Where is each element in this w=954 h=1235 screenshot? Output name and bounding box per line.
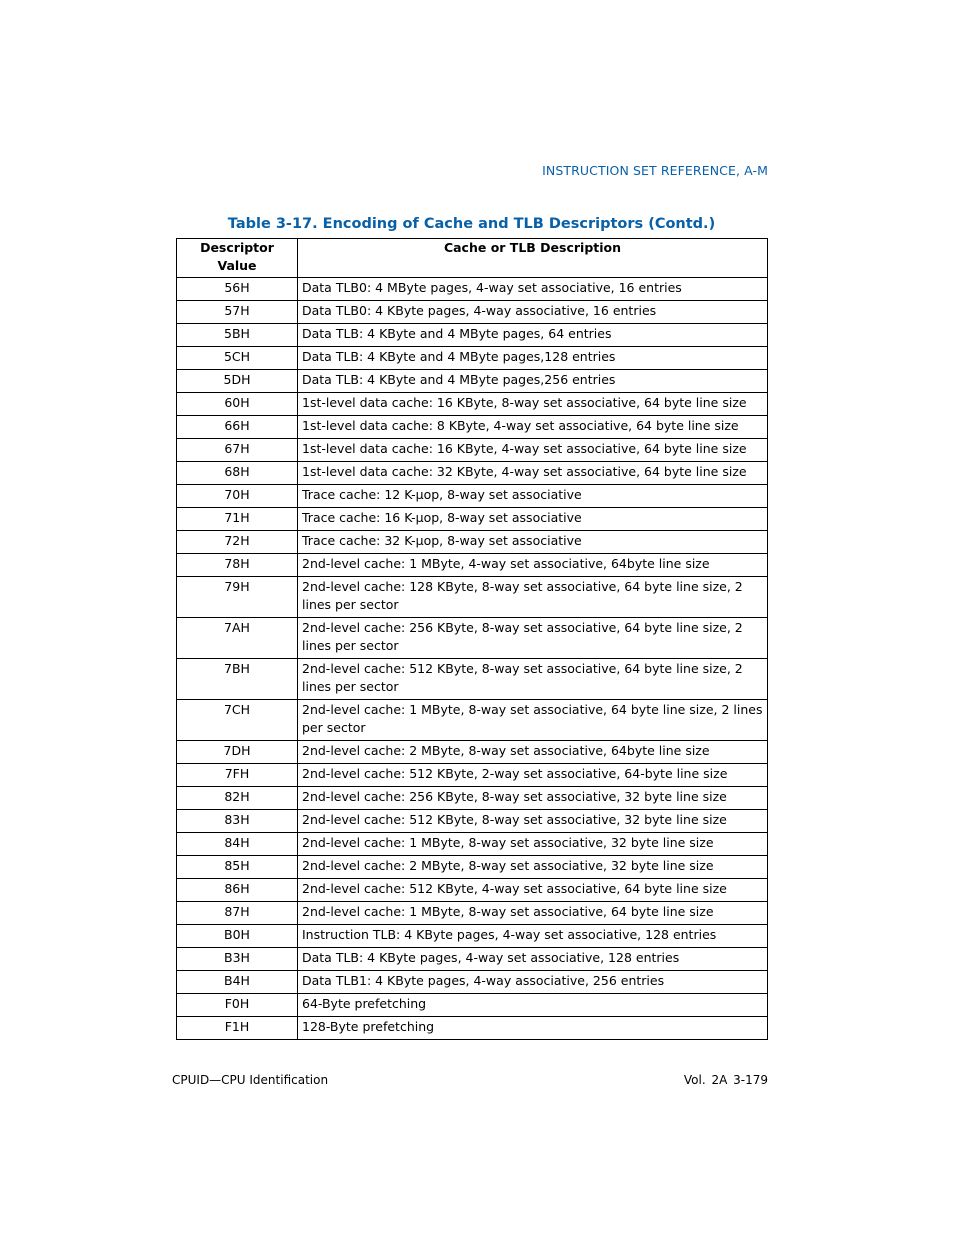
description-cell: Data TLB: 4 KByte and 4 MByte pages, 64 entries [298, 324, 768, 347]
descriptor-value-cell: 5BH [177, 324, 298, 347]
table-row [177, 439, 768, 462]
description-cell: 2nd-level cache: 512 KByte, 4-way set associative, 64 byte line size [298, 879, 768, 902]
descriptor-value-cell: F0H [177, 994, 298, 1017]
description-cell: Trace cache: 16 K-μop, 8-way set associative [298, 508, 768, 531]
column-header-descriptor-value: Descriptor Value [177, 239, 298, 278]
descriptor-value-cell: 5DH [177, 370, 298, 393]
table-row [177, 554, 768, 577]
table-row [177, 764, 768, 787]
descriptor-value-cell: B3H [177, 948, 298, 971]
descriptor-value-cell: 7FH [177, 764, 298, 787]
descriptor-value-cell: 68H [177, 462, 298, 485]
description-cell: 1st-level data cache: 16 KByte, 8-way set associative, 64 byte line size [298, 393, 768, 416]
descriptor-value-cell: 67H [177, 439, 298, 462]
descriptor-value-cell: 5CH [177, 347, 298, 370]
description-cell: Data TLB1: 4 KByte pages, 4-way associative, 256 entries [298, 971, 768, 994]
table-row [177, 347, 768, 370]
table-row [177, 462, 768, 485]
description-cell: 2nd-level cache: 512 KByte, 8-way set associative, 32 byte line size [298, 810, 768, 833]
description-cell: 128-Byte prefetching [298, 1017, 768, 1040]
table-row [177, 659, 768, 700]
footer-section-title: CPUID—CPU Identification [172, 1073, 329, 1087]
description-cell: Data TLB: 4 KByte and 4 MByte pages,128 entries [298, 347, 768, 370]
descriptor-value-cell: 85H [177, 856, 298, 879]
table-row [177, 879, 768, 902]
table-row [177, 948, 768, 971]
descriptor-value-cell: 57H [177, 301, 298, 324]
description-cell: Instruction TLB: 4 KByte pages, 4-way set associative, 128 entries [298, 925, 768, 948]
descriptor-table [176, 238, 768, 1040]
descriptor-value-cell: 72H [177, 531, 298, 554]
descriptor-value-cell: 7AH [177, 618, 298, 659]
description-cell: 2nd-level cache: 1 MByte, 8-way set associative, 64 byte line size, 2 lines per sector [298, 700, 768, 741]
table-row [177, 324, 768, 347]
description-cell: 2nd-level cache: 1 MByte, 8-way set associative, 32 byte line size [298, 833, 768, 856]
descriptor-value-cell: 84H [177, 833, 298, 856]
description-cell: 2nd-level cache: 512 KByte, 8-way set associative, 64 byte line size, 2 lines per sector [298, 659, 768, 700]
table-row [177, 531, 768, 554]
descriptor-value-cell: 70H [177, 485, 298, 508]
table-row [177, 278, 768, 301]
table-row [177, 1017, 768, 1040]
description-cell: 2nd-level cache: 256 KByte, 8-way set associative, 32 byte line size [298, 787, 768, 810]
descriptor-value-cell: B0H [177, 925, 298, 948]
descriptor-value-cell: 78H [177, 554, 298, 577]
descriptor-value-cell: 66H [177, 416, 298, 439]
column-header-description: Cache or TLB Description [298, 239, 768, 278]
table-row [177, 994, 768, 1017]
table-row [177, 700, 768, 741]
description-cell: 2nd-level cache: 1 MByte, 8-way set associative, 64 byte line size [298, 902, 768, 925]
description-cell: Trace cache: 12 K-μop, 8-way set associative [298, 485, 768, 508]
descriptor-value-cell: 56H [177, 278, 298, 301]
descriptor-value-cell: 7BH [177, 659, 298, 700]
description-cell: 64-Byte prefetching [298, 994, 768, 1017]
descriptor-value-cell: B4H [177, 971, 298, 994]
description-cell: 2nd-level cache: 512 KByte, 2-way set associative, 64-byte line size [298, 764, 768, 787]
descriptor-value-cell: 87H [177, 902, 298, 925]
table-row [177, 902, 768, 925]
table-row [177, 508, 768, 531]
descriptor-value-cell: 83H [177, 810, 298, 833]
description-cell: Data TLB0: 4 MByte pages, 4-way set associative, 16 entries [298, 278, 768, 301]
description-cell: 2nd-level cache: 256 KByte, 8-way set associative, 64 byte line size, 2 lines per sector [298, 618, 768, 659]
table-row [177, 577, 768, 618]
table-row [177, 485, 768, 508]
table-row [177, 833, 768, 856]
description-cell: Trace cache: 32 K-μop, 8-way set associative [298, 531, 768, 554]
table-row [177, 925, 768, 948]
descriptor-value-cell: 7CH [177, 700, 298, 741]
table-row [177, 971, 768, 994]
description-cell: 1st-level data cache: 8 KByte, 4-way set associative, 64 byte line size [298, 416, 768, 439]
running-header: INSTRUCTION SET REFERENCE, A-M [542, 163, 768, 178]
description-cell: 1st-level data cache: 32 KByte, 4-way set associative, 64 byte line size [298, 462, 768, 485]
table-row [177, 787, 768, 810]
table-row [177, 810, 768, 833]
description-cell: Data TLB: 4 KByte pages, 4-way set associative, 128 entries [298, 948, 768, 971]
table-header-row [177, 239, 768, 278]
footer-page-number: Vol. 2A 3-179 [683, 1073, 768, 1087]
description-cell: 1st-level data cache: 16 KByte, 4-way set associative, 64 byte line size [298, 439, 768, 462]
description-cell: 2nd-level cache: 1 MByte, 4-way set associative, 64byte line size [298, 554, 768, 577]
table-row [177, 301, 768, 324]
descriptor-value-cell: 7DH [177, 741, 298, 764]
descriptor-value-cell: 71H [177, 508, 298, 531]
table-row [177, 618, 768, 659]
description-cell: Data TLB0: 4 KByte pages, 4-way associative, 16 entries [298, 301, 768, 324]
description-cell: Data TLB: 4 KByte and 4 MByte pages,256 entries [298, 370, 768, 393]
description-cell: 2nd-level cache: 128 KByte, 8-way set associative, 64 byte line size, 2 lines per sector [298, 577, 768, 618]
table-row [177, 856, 768, 879]
table-row [177, 370, 768, 393]
table-title: Table 3-17. Encoding of Cache and TLB Descriptors (Contd.) [227, 216, 716, 232]
table-row [177, 741, 768, 764]
table-body [177, 278, 768, 1040]
descriptor-value-cell: 79H [177, 577, 298, 618]
descriptor-value-cell: 82H [177, 787, 298, 810]
table-row [177, 393, 768, 416]
descriptor-value-cell: F1H [177, 1017, 298, 1040]
description-cell: 2nd-level cache: 2 MByte, 8-way set associative, 64byte line size [298, 741, 768, 764]
descriptor-value-cell: 60H [177, 393, 298, 416]
table-row [177, 416, 768, 439]
descriptor-value-cell: 86H [177, 879, 298, 902]
description-cell: 2nd-level cache: 2 MByte, 8-way set associative, 32 byte line size [298, 856, 768, 879]
